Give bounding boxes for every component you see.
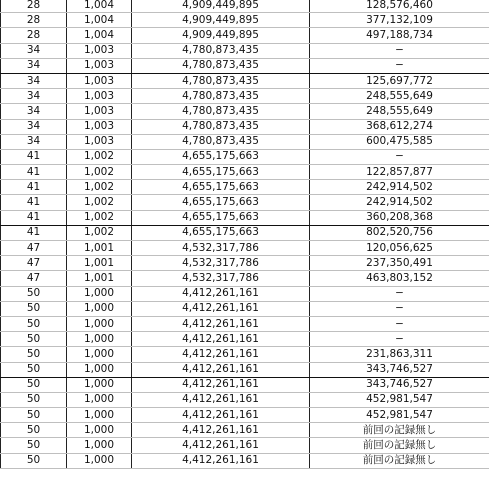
col-amount-cell[interactable]: 前回の記録無し bbox=[310, 423, 489, 438]
col-amount-cell[interactable]: 497,188,734 bbox=[310, 28, 489, 43]
col-count-cell[interactable]: 1,000 bbox=[67, 362, 132, 377]
table-row[interactable] bbox=[1, 13, 489, 28]
col-total-cell[interactable]: 4,780,873,435 bbox=[132, 119, 310, 134]
table-row[interactable] bbox=[1, 438, 489, 453]
col-total-cell[interactable]: 4,532,317,786 bbox=[132, 271, 310, 286]
col-count-cell[interactable]: 1,003 bbox=[67, 58, 132, 73]
col-count-cell[interactable]: 1,001 bbox=[67, 241, 132, 256]
table-row[interactable] bbox=[1, 73, 489, 88]
col-amount-cell[interactable]: 248,555,649 bbox=[310, 104, 489, 119]
col-number-cell[interactable]: 50 bbox=[1, 301, 67, 316]
table-row[interactable] bbox=[1, 119, 489, 134]
col-total-cell[interactable]: 4,780,873,435 bbox=[132, 73, 310, 88]
col-total-cell[interactable]: 4,655,175,663 bbox=[132, 149, 310, 164]
col-count-cell[interactable]: 1,000 bbox=[67, 301, 132, 316]
col-number-cell[interactable]: 34 bbox=[1, 104, 67, 119]
table-body bbox=[1, 0, 489, 468]
col-amount-cell[interactable]: 360,208,368 bbox=[310, 210, 489, 225]
table-row[interactable] bbox=[1, 89, 489, 104]
col-count-cell[interactable]: 1,002 bbox=[67, 225, 132, 240]
col-number-cell[interactable]: 28 bbox=[1, 28, 67, 43]
col-amount-cell[interactable]: 600,475,585 bbox=[310, 134, 489, 149]
col-amount-cell[interactable]: − bbox=[310, 149, 489, 164]
table-row[interactable] bbox=[1, 408, 489, 423]
col-amount-cell[interactable]: 368,612,274 bbox=[310, 119, 489, 134]
col-number-cell[interactable]: 41 bbox=[1, 180, 67, 195]
col-count-cell[interactable]: 1,000 bbox=[67, 347, 132, 362]
col-count-cell[interactable]: 1,002 bbox=[67, 180, 132, 195]
col-count-cell[interactable]: 1,002 bbox=[67, 149, 132, 164]
col-total-cell[interactable]: 4,412,261,161 bbox=[132, 286, 310, 301]
col-count-cell[interactable]: 1,002 bbox=[67, 165, 132, 180]
col-total-cell[interactable]: 4,412,261,161 bbox=[132, 332, 310, 347]
col-total-cell[interactable]: 4,909,449,895 bbox=[132, 13, 310, 28]
col-count-cell[interactable]: 1,003 bbox=[67, 104, 132, 119]
col-number-cell[interactable]: 47 bbox=[1, 256, 67, 271]
table-row[interactable] bbox=[1, 165, 489, 180]
col-number-cell[interactable]: 50 bbox=[1, 392, 67, 407]
col-number-cell[interactable]: 34 bbox=[1, 43, 67, 58]
col-number-cell[interactable]: 50 bbox=[1, 286, 67, 301]
table-row[interactable] bbox=[1, 332, 489, 347]
col-count-cell[interactable]: 1,003 bbox=[67, 89, 132, 104]
col-count-cell[interactable]: 1,000 bbox=[67, 423, 132, 438]
col-amount-cell[interactable]: − bbox=[310, 286, 489, 301]
table-row[interactable] bbox=[1, 392, 489, 407]
col-amount-cell[interactable]: 463,803,152 bbox=[310, 271, 489, 286]
col-count-cell[interactable]: 1,000 bbox=[67, 392, 132, 407]
table-row[interactable] bbox=[1, 134, 489, 149]
col-count-cell[interactable]: 1,002 bbox=[67, 210, 132, 225]
col-count-cell[interactable]: 1,003 bbox=[67, 134, 132, 149]
table-row[interactable] bbox=[1, 301, 489, 316]
table-row[interactable] bbox=[1, 28, 489, 43]
table-row[interactable] bbox=[1, 149, 489, 164]
col-amount-cell[interactable]: 125,697,772 bbox=[310, 73, 489, 88]
col-total-cell[interactable]: 4,412,261,161 bbox=[132, 423, 310, 438]
col-count-cell[interactable]: 1,003 bbox=[67, 73, 132, 88]
table-row[interactable] bbox=[1, 195, 489, 210]
col-number-cell[interactable]: 41 bbox=[1, 149, 67, 164]
col-amount-cell[interactable]: 前回の記録無し bbox=[310, 453, 489, 468]
col-number-cell[interactable]: 50 bbox=[1, 423, 67, 438]
col-count-cell[interactable]: 1,000 bbox=[67, 286, 132, 301]
table-row[interactable] bbox=[1, 104, 489, 119]
col-number-cell[interactable]: 47 bbox=[1, 271, 67, 286]
col-total-cell[interactable]: 4,412,261,161 bbox=[132, 362, 310, 377]
col-amount-cell[interactable]: 343,746,527 bbox=[310, 377, 489, 392]
col-total-cell[interactable]: 4,655,175,663 bbox=[132, 195, 310, 210]
col-number-cell[interactable]: 47 bbox=[1, 241, 67, 256]
table-row[interactable] bbox=[1, 180, 489, 195]
col-number-cell[interactable]: 50 bbox=[1, 408, 67, 423]
table-row[interactable] bbox=[1, 241, 489, 256]
col-count-cell[interactable]: 1,004 bbox=[67, 13, 132, 28]
col-count-cell[interactable]: 1,004 bbox=[67, 28, 132, 43]
col-total-cell[interactable]: 4,780,873,435 bbox=[132, 104, 310, 119]
col-number-cell[interactable]: 50 bbox=[1, 332, 67, 347]
col-total-cell[interactable]: 4,412,261,161 bbox=[132, 438, 310, 453]
col-count-cell[interactable]: 1,000 bbox=[67, 332, 132, 347]
table-row[interactable] bbox=[1, 210, 489, 225]
col-number-cell[interactable]: 50 bbox=[1, 438, 67, 453]
table-row[interactable] bbox=[1, 377, 489, 392]
col-count-cell[interactable]: 1,003 bbox=[67, 119, 132, 134]
col-total-cell[interactable]: 4,532,317,786 bbox=[132, 256, 310, 271]
col-total-cell[interactable]: 4,909,449,895 bbox=[132, 0, 310, 13]
col-number-cell[interactable]: 50 bbox=[1, 377, 67, 392]
col-number-cell[interactable]: 41 bbox=[1, 225, 67, 240]
col-total-cell[interactable]: 4,780,873,435 bbox=[132, 134, 310, 149]
col-amount-cell[interactable]: 120,056,625 bbox=[310, 241, 489, 256]
col-number-cell[interactable]: 34 bbox=[1, 73, 67, 88]
col-total-cell[interactable]: 4,412,261,161 bbox=[132, 301, 310, 316]
col-number-cell[interactable]: 28 bbox=[1, 13, 67, 28]
col-count-cell[interactable]: 1,004 bbox=[67, 0, 132, 13]
table-row[interactable] bbox=[1, 453, 489, 468]
col-count-cell[interactable]: 1,000 bbox=[67, 408, 132, 423]
col-total-cell[interactable]: 4,780,873,435 bbox=[132, 43, 310, 58]
col-number-cell[interactable]: 28 bbox=[1, 0, 67, 13]
col-number-cell[interactable]: 50 bbox=[1, 453, 67, 468]
col-count-cell[interactable]: 1,001 bbox=[67, 271, 132, 286]
col-amount-cell[interactable]: 802,520,756 bbox=[310, 225, 489, 240]
col-amount-cell[interactable]: − bbox=[310, 301, 489, 316]
table-row[interactable] bbox=[1, 316, 489, 331]
col-total-cell[interactable]: 4,909,449,895 bbox=[132, 28, 310, 43]
col-amount-cell[interactable]: 122,857,877 bbox=[310, 165, 489, 180]
col-count-cell[interactable]: 1,000 bbox=[67, 453, 132, 468]
table-row[interactable] bbox=[1, 286, 489, 301]
col-number-cell[interactable]: 34 bbox=[1, 119, 67, 134]
col-amount-cell[interactable]: 452,981,547 bbox=[310, 408, 489, 423]
table-row[interactable] bbox=[1, 271, 489, 286]
table-row[interactable] bbox=[1, 43, 489, 58]
col-number-cell[interactable]: 41 bbox=[1, 195, 67, 210]
table-row[interactable] bbox=[1, 256, 489, 271]
col-count-cell[interactable]: 1,002 bbox=[67, 195, 132, 210]
col-total-cell[interactable]: 4,412,261,161 bbox=[132, 408, 310, 423]
col-total-cell[interactable]: 4,412,261,161 bbox=[132, 347, 310, 362]
col-count-cell[interactable]: 1,000 bbox=[67, 438, 132, 453]
col-amount-cell[interactable]: 242,914,502 bbox=[310, 195, 489, 210]
col-number-cell[interactable]: 34 bbox=[1, 58, 67, 73]
col-total-cell[interactable]: 4,412,261,161 bbox=[132, 453, 310, 468]
table-row[interactable] bbox=[1, 423, 489, 438]
col-number-cell[interactable]: 34 bbox=[1, 89, 67, 104]
table-row[interactable] bbox=[1, 58, 489, 73]
col-amount-cell[interactable]: − bbox=[310, 43, 489, 58]
col-total-cell[interactable]: 4,655,175,663 bbox=[132, 210, 310, 225]
col-amount-cell[interactable]: − bbox=[310, 332, 489, 347]
col-number-cell[interactable]: 41 bbox=[1, 165, 67, 180]
col-total-cell[interactable]: 4,780,873,435 bbox=[132, 89, 310, 104]
col-total-cell[interactable]: 4,412,261,161 bbox=[132, 377, 310, 392]
col-amount-cell[interactable]: 248,555,649 bbox=[310, 89, 489, 104]
col-amount-cell[interactable]: 343,746,527 bbox=[310, 362, 489, 377]
col-number-cell[interactable]: 41 bbox=[1, 210, 67, 225]
col-amount-cell[interactable]: 377,132,109 bbox=[310, 13, 489, 28]
col-amount-cell[interactable]: − bbox=[310, 316, 489, 331]
col-count-cell[interactable]: 1,000 bbox=[67, 377, 132, 392]
col-amount-cell[interactable]: 前回の記録無し bbox=[310, 438, 489, 453]
col-number-cell[interactable]: 50 bbox=[1, 316, 67, 331]
col-count-cell[interactable]: 1,000 bbox=[67, 316, 132, 331]
col-amount-cell[interactable]: − bbox=[310, 58, 489, 73]
col-total-cell[interactable]: 4,655,175,663 bbox=[132, 180, 310, 195]
col-amount-cell[interactable]: 242,914,502 bbox=[310, 180, 489, 195]
col-count-cell[interactable]: 1,003 bbox=[67, 43, 132, 58]
col-total-cell[interactable]: 4,412,261,161 bbox=[132, 392, 310, 407]
table-row[interactable] bbox=[1, 347, 489, 362]
col-amount-cell[interactable]: 231,863,311 bbox=[310, 347, 489, 362]
col-total-cell[interactable]: 4,655,175,663 bbox=[132, 165, 310, 180]
col-number-cell[interactable]: 50 bbox=[1, 362, 67, 377]
col-total-cell[interactable]: 4,780,873,435 bbox=[132, 58, 310, 73]
col-number-cell[interactable]: 50 bbox=[1, 347, 67, 362]
col-number-cell[interactable]: 34 bbox=[1, 134, 67, 149]
col-total-cell[interactable]: 4,655,175,663 bbox=[132, 225, 310, 240]
table-row[interactable] bbox=[1, 0, 489, 13]
col-amount-cell[interactable]: 237,350,491 bbox=[310, 256, 489, 271]
col-amount-cell[interactable]: 452,981,547 bbox=[310, 392, 489, 407]
col-total-cell[interactable]: 4,412,261,161 bbox=[132, 316, 310, 331]
table-row[interactable] bbox=[1, 362, 489, 377]
col-amount-cell[interactable]: 128,576,460 bbox=[310, 0, 489, 13]
table-row[interactable] bbox=[1, 225, 489, 240]
col-count-cell[interactable]: 1,001 bbox=[67, 256, 132, 271]
col-total-cell[interactable]: 4,532,317,786 bbox=[132, 241, 310, 256]
